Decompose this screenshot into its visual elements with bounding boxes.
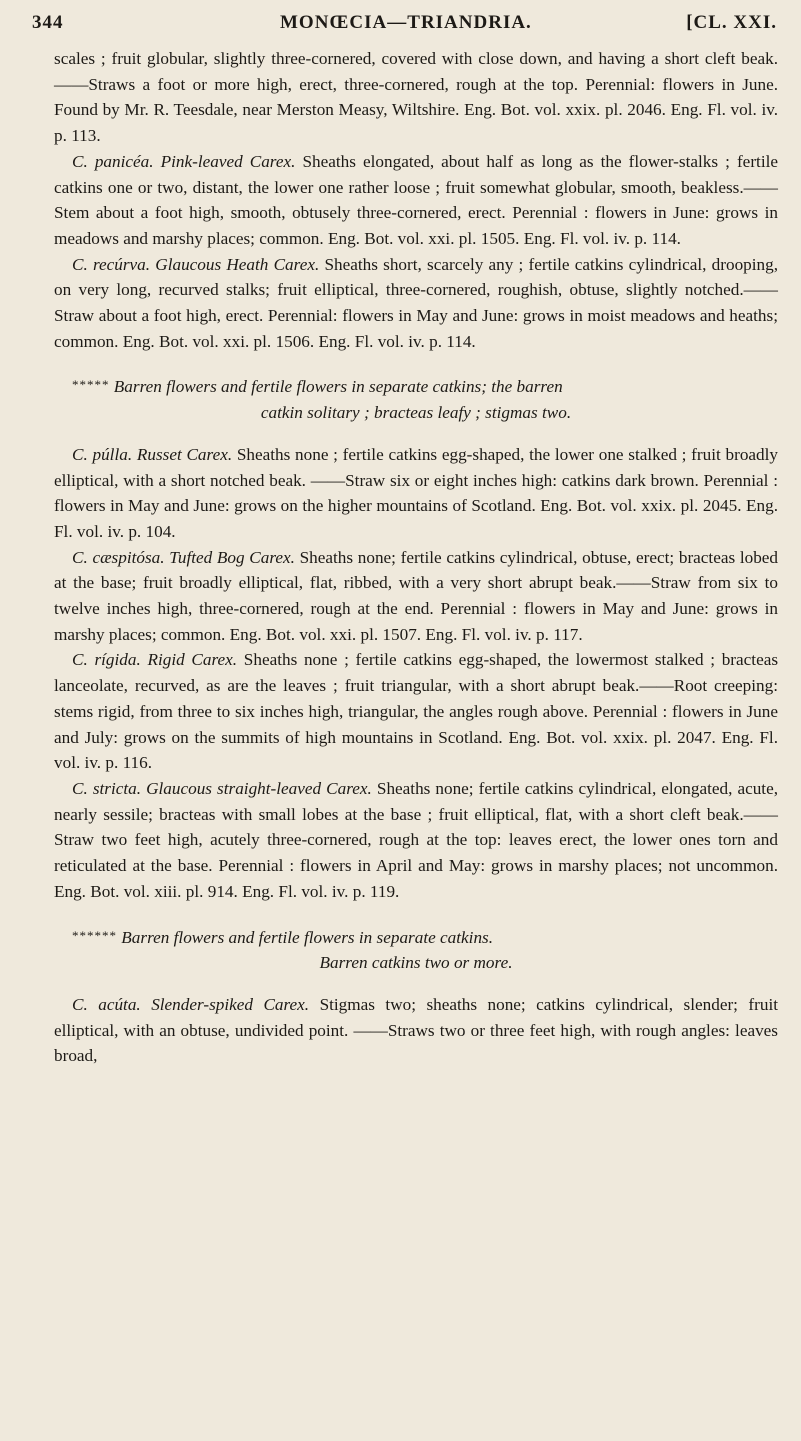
- common-name: Glaucous straight-leaved Carex.: [146, 778, 372, 798]
- section-heading-2: [54, 923, 778, 976]
- common-name: Rigid Carex.: [147, 650, 238, 670]
- species-entry-panicea: [54, 149, 778, 252]
- paragraph-continued: scales ; fruit globular, slightly three-cornered, covered with close down, and having a short cleft beak.——Straws a foot or more high, erect, three-cornered, rough at the top. Perennial: flowers in June. Found by Mr. R. Teesdale, near Merston Measy, Wiltshire. Eng. Bot. vol. xxix. pl. 2046. Eng. Fl. vol. iv. p. 113.: [54, 49, 778, 146]
- species-name: C. cæspitósa.: [72, 547, 165, 567]
- page-number: 344: [32, 12, 64, 33]
- species-entry-caespitosa: [54, 545, 778, 648]
- species-entry-recurva: [54, 252, 778, 355]
- species-description: Sheaths none ; fertile catkins egg-shaped, the lowermost stalked ; bracteas lanceolate, recurved, as are the leaves ; fruit triangular, with a short abrupt beak.——Root creeping: stems rigid, from three to six inches high, triangular, the angles rough above. Perennial : flowers in June and July: grows on the summits of high mountains in Scotland. Eng. Bot. vol. xxix. pl. 2047. Eng. Fl. vol. iv. p. 116.: [54, 650, 779, 773]
- section-heading-line2: Barren catkins two or more.: [319, 953, 513, 973]
- species-entry-stricta: [54, 776, 778, 905]
- species-description: Stigmas two; sheaths none; catkins cylindrical, slender; fruit elliptical, with an obtuse, undivided point. ——Straws two or three feet high, with rough angles: leaves broad,: [54, 994, 779, 1066]
- class-label: [CL. XXI.: [686, 12, 777, 33]
- species-description: Sheaths short, scarcely any ; fertile catkins cylindrical, drooping, on very long, recurved stalks; fruit elliptical, three-cornered, roughish, obtuse, slightly notched.——Straw about a foot high, erect. Perennial: flowers in May and June: grows in moist meadows and heaths; common. Eng. Bot. vol. xxi. pl. 1506. Eng. Fl. vol. iv. p. 114.: [54, 254, 779, 351]
- common-name: Russet Carex.: [136, 444, 233, 464]
- common-name: Tufted Bog Carex.: [169, 547, 295, 567]
- species-entry-acuta: [54, 992, 778, 1069]
- running-title: MONŒCIA—TRIANDRIA.: [280, 12, 532, 33]
- section-stars: ******: [72, 927, 117, 943]
- section-stars: *****: [72, 377, 110, 393]
- species-description: Sheaths none; fertile catkins cylindrical, elongated, acute, nearly sessile; bracteas with small lobes at the base ; fruit elliptical, flat, with a short cleft beak.——Straw two feet high, acutely three-cornered, rough at the top: leaves erect, the lower ones torn and reticulated at the base. Perennial : flowers in April and May: grows in marshy places; not uncommon. Eng. Bot. vol. xiii. pl. 914. Eng. Fl. vol. iv. p. 119.: [54, 778, 779, 901]
- common-name: Pink-leaved Carex.: [160, 151, 296, 171]
- running-header: [32, 12, 777, 42]
- species-entry-pulla: [54, 442, 778, 545]
- page-body: [54, 46, 778, 1069]
- section-heading-line1: Barren flowers and fertile flowers in separate catkins; the barren: [113, 377, 563, 397]
- species-description: Sheaths none ; fertile catkins egg-shaped, the lower one stalked ; fruit broadly elliptical, with a short notched beak. ——Straw six or eight inches high: catkins dark brown. Perennial : flowers in May and June: grows on the higher mountains of Scotland. Eng. Bot. vol. xxix. pl. 2045. Eng. Fl. vol. iv. p. 104.: [54, 444, 779, 541]
- species-description: Sheaths elongated, about half as long as the flower-stalks ; fertile catkins one or two, distant, the lower one rather loose ; fruit somewhat globular, smooth, beakless.——Stem about a foot high, smooth, obtusely three-cornered, erect. Perennial : flowers in June: grows in meadows and marshy places; common. Eng. Bot. vol. xxi. pl. 1505. Eng. Fl. vol. iv. p. 114.: [54, 151, 778, 248]
- species-name: C. panicéa.: [72, 151, 154, 171]
- common-name: Slender-spiked Carex.: [151, 994, 310, 1014]
- species-description: Sheaths none; fertile catkins cylindrical, obtuse, erect; bracteas lobed at the base; fruit broadly elliptical, flat, ribbed, with a very short abrupt beak.——Straw from six to twelve inches high, three-cornered, rough at the end. Perennial : flowers in May and June: grows in marshy places; common. Eng. Bot. vol. xxi. pl. 1507. Eng. Fl. vol. iv. p. 117.: [54, 547, 779, 644]
- species-entry-rigida: [54, 647, 778, 776]
- section-heading-line2: catkin solitary ; bracteas leafy ; stigmas two.: [260, 403, 572, 423]
- section-heading-line1: Barren flowers and fertile flowers in separate catkins.: [121, 927, 494, 947]
- species-name: C. rígida.: [72, 650, 141, 670]
- species-name: C. stricta.: [72, 778, 142, 798]
- section-heading-1: [54, 372, 778, 425]
- common-name: Glaucous Heath Carex.: [155, 254, 320, 274]
- species-name: C. recúrva.: [72, 254, 151, 274]
- species-name: C. púlla.: [72, 444, 133, 464]
- species-name: C. acúta.: [72, 994, 141, 1014]
